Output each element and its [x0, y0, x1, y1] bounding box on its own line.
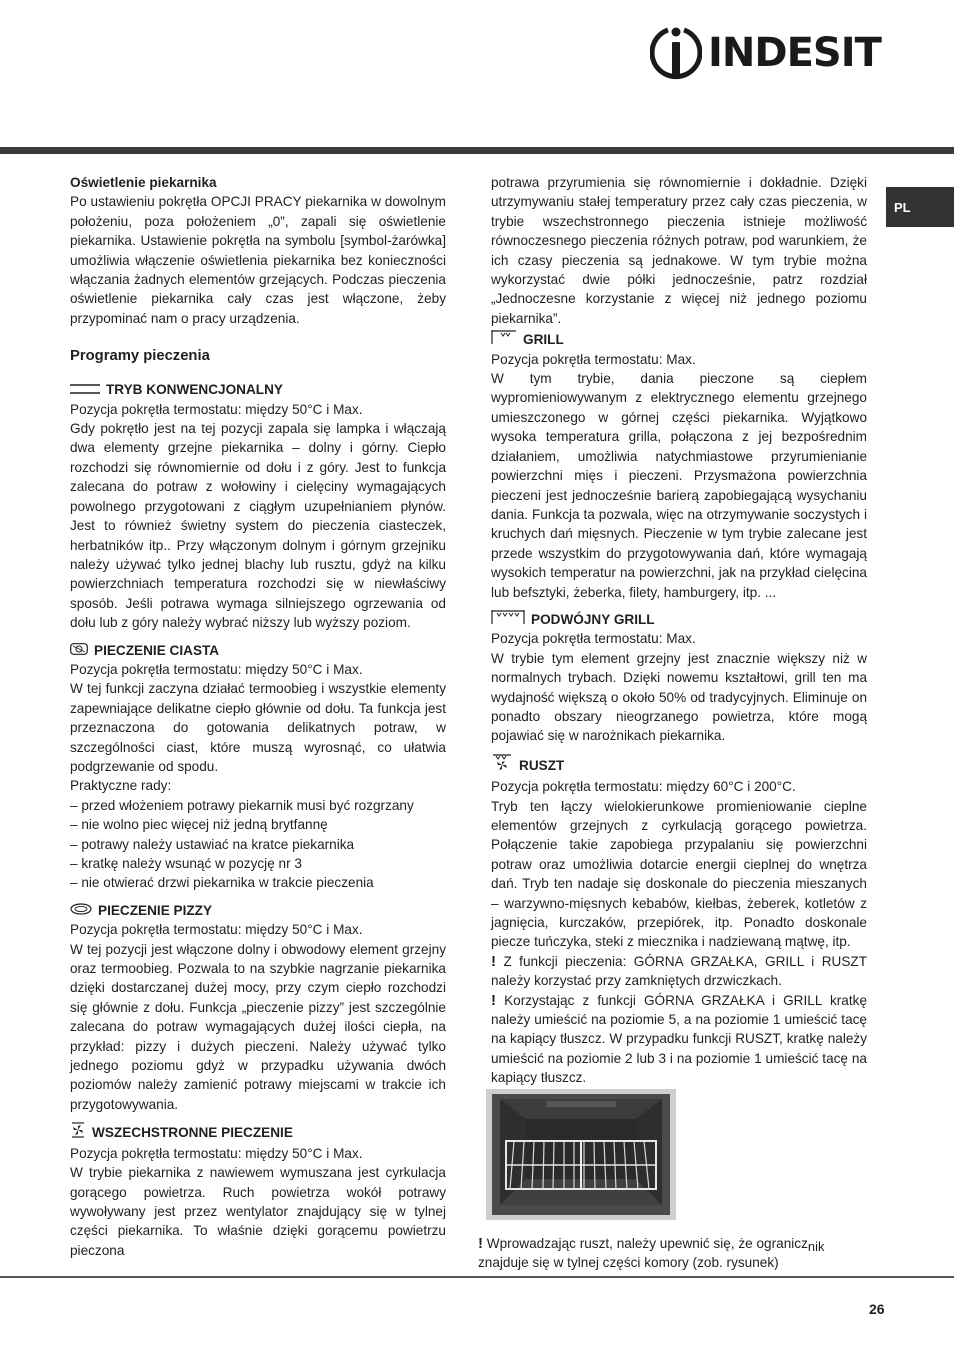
grill-mode-position: Pozycja pokrętła termostatu: Max.: [491, 351, 696, 367]
warning-mark: !: [491, 952, 496, 970]
grill-mode-title: GRILL: [523, 332, 564, 348]
grill-icon: [491, 330, 517, 349]
multifunction-mode-heading: [70, 1122, 446, 1143]
double-grill-icon: [491, 610, 525, 629]
cake-mode-position: Pozycja pokrętła termostatu: między 50°C i Max.: [70, 661, 363, 677]
warning-mark: !: [491, 991, 496, 1009]
oven-rack-image: [486, 1089, 676, 1220]
warning-mark: !: [478, 1235, 483, 1252]
warning-closed-door: ! Z funkcji pieczenia: GÓRNA GRZAŁKA, GRILL i RUSZT należy korzystać przy zamkniętych drzwiczkach.: [491, 952, 867, 989]
lighting-title: Oświetlenie piekarnika: [70, 175, 217, 190]
cake-mode-icon: [70, 641, 88, 660]
lighting-text: Po ustawieniu pokrętła OPCJI PRACY piekarnika w dowolnym położeniu, poza położeniem „0”, zapali się oświetlenie piekarnika. Ustawienie pokrętła na symbolu [symbol-żarówka] umożliwia włączenie oświetlenia piekarnika bez konieczności włączania żadnych elementów grzejących. Podczas pieczenia oświetlenie piekarnika cały czas jest włączone, żeby przypominać nam o pracy urządzenia.: [70, 194, 446, 326]
multifunction-mode-text: W trybie piekarnika z nawiewem wymuszana jest cyrkulacja gorącego powietrza. Ruch powietrza wokół potrawy wywoływany jest przez wentylator znajdujący się w tylnej części piekarnika. To właśnie dzięki gorącemu powietrzu pieczona: [70, 1165, 446, 1258]
tip-item: – przed włożeniem potrawy piekarnik musi być rozgrzany: [70, 797, 414, 813]
indesit-logo: [650, 24, 881, 82]
pizza-mode-title: PIECZENIE PIZZY: [98, 902, 213, 918]
multifunction-mode-title: WSZECHSTRONNE PIECZENIE: [92, 1125, 293, 1141]
brand-name: INDESIT: [708, 30, 881, 76]
tip-item: – potrawy należy ustawiać na kratce piekarnika: [70, 836, 355, 852]
warning-rack-position: ! Korzystając z funkcji GÓRNA GRZAŁKA i GRILL kratkę należy umieścić na poziomie 5, a na poziomie 1 umieścić tacę na kapiący tłuszcz. W przypadku funkcji RUSZT, kratkę należy umieścić na poziomie 2 lub 3 i na poziomie 1 umieścić tacę na kapiący tłuszcz.: [491, 991, 867, 1086]
conventional-mode-icon: [70, 380, 100, 399]
practical-tips: [70, 776, 446, 892]
ruszt-mode-text: Tryb ten łączy wielokierunkowe promieniowanie cieplne elementów grzejnych z cyrkulacją gorącego powietrza. Połączenie takie zapobiega przypalaniu się powierzchni potraw oraz umożliwia dotarcie energii cieplnej do wnętrza dań. Tryb ten nadaje się doskonale do pieczenia mieszanych – warzywno-mięsnych kebabów, kiełbas, żeberek, kotletów z jagnięcia, kurczaków, przepiórek, itp. Ponadto doskonale piecze tuńczyka, steki z miecznika i nadziewaną mątwę, itp.: [491, 798, 867, 950]
pizza-mode-position: Pozycja pokrętła termostatu: między 50°C i Max.: [70, 922, 363, 938]
page-number: 26: [869, 1301, 885, 1317]
cake-mode-title: PIECZENIE CIASTA: [94, 642, 220, 658]
conventional-mode-position: Pozycja pokrętła termostatu: między 50°C i Max.: [70, 401, 363, 417]
cake-mode-heading: [70, 641, 446, 660]
indesit-logo-icon: [650, 24, 702, 82]
fan-grill-icon: [491, 754, 513, 777]
ruszt-mode-position: Pozycja pokrętła termostatu: między 60°C i 200°C.: [491, 779, 796, 795]
cake-mode-text: W tej funkcji zaczyna działać termoobieg i wszystkie elementy zapewniające delikatne ciepło głównie od dołu. Ta funkcja jest przeznaczona do gotowania delikatnych potraw, w szczególności ciast, które muszą wyrosnąć, co ułatwia podgrzewanie od spodu.: [70, 681, 446, 774]
conventional-mode-heading: [70, 380, 446, 399]
pizza-mode-heading: [70, 901, 446, 920]
double-grill-mode-position: Pozycja pokrętła termostatu: Max.: [491, 631, 696, 647]
multifunction-mode-position: Pozycja pokrętła termostatu: między 50°C i Max.: [70, 1145, 363, 1161]
right-column: [491, 173, 867, 1088]
programs-title: Programy pieczenia: [70, 348, 210, 365]
language-label: PL: [894, 199, 911, 215]
rack-insertion-note: ! Wprowadzając ruszt, należy upewnić się, że ogranicznik znajduje się w tylnej części komory (zob. rysunek): [478, 1235, 825, 1271]
ruszt-mode-title: RUSZT: [519, 757, 565, 773]
tip-item: – kratkę należy wsunąć w pozycję nr 3: [70, 856, 302, 871]
grill-mode-text: W tym trybie, dania pieczone są ciepłem wypromieniowywanym z elektrycznego elementu grzejnego umieszczonego w górnej części piekarnika. Wyjątkowo wysoka temperatura grilla, połączona z jej bezpośrednim działaniem, umożliwia natychmiastowe przyrumienianie powierzchni mięs i pieczeni. Przysmażona powierzchnia pieczeni jest jednocześnie barierą zapobiegającą wysychaniu dania. Funkcja ta pozwala, więc na otrzymywanie soczystych i kruchych dań mięsnych. Pieczenie w tym trybie zalecane jest przede wszystkim do przygotowywania dań, które wymagają wysokich temperatur na powierzchni, jak na przykład cielęcina lub befsztyki, żeberka, filety, hamburgery, itp. ...: [491, 371, 867, 600]
left-column: [70, 173, 446, 1260]
pizza-mode-text: W tej pozycji jest włączone dolny i obwodowy element grzejny oraz termoobieg. Pozwala to na szybkie nagrzanie piekarnika dzięki dostarczanej dużej mocy, przy czym ciepło rozchodzi się głównie z dołu. Funkcja „pieczenie pizzy” jest szczególnie zalecana do potraw wymagających dużej ilości ciepła, na przykład: pizzy i dużych pieczeni. Należy używać tylko jednego poziomu gdyż w przypadku używania dwóch poziomów należy zamienić potrawy miejscami w trakcie ich przygotowywania.: [70, 941, 446, 1112]
conventional-mode-text: Gdy pokrętło jest na tej pozycji zapala się lampka i włączają dwa elementy grzejne piekarnika – dolny i górny. Ciepło rozchodzi się równomiernie od dołu i z góry. Jest to funkcja zalecana do potraw z wołowiny i cielęciny wymagających powolnego przygotowani z ciągłym uzupełnianiem płynów. Jest to również świetny system do pieczenia ciasteczek, herbatników itp.. Przy włączonym dolnym i górnym grzejniku należy używać tylko jednej blachy lub rusztu, gdyż na kilku powierzchniach temperatura rozchodzi się w niewłaściwy sposób. Jeśli potrawa wymaga silniejszego ogrzewania od dołu lub z góry należy wybrać niższy lub wyższy poziom.: [70, 421, 446, 631]
footer-rule: [0, 1276, 954, 1278]
header-rule: [0, 147, 954, 154]
multifunction-mode-text-continued: potrawa przyrumienia się równomiernie i dokładnie. Dzięki utrzymywaniu stałej temperatury przez cały czas pieczenia, w trybie wszechstronnego pieczenia istnieje możliwość równoczesnego pieczenia różnych potraw, pod warunkiem, że ich czasy pieczenia są jednakowe. W tym trybie można wykorzystać dwie półki jednocześnie, patrz rozdział „Jednoczesne korzystanie z więcej niż jednego poziomu piekarnika”.: [491, 175, 867, 326]
fan-icon: [70, 1122, 86, 1143]
tips-title: Praktyczne rady:: [70, 778, 172, 794]
double-grill-mode-text: W trybie tym element grzejny jest znacznie większy niż w normalnych trybach. Dzięki nowemu kształtowi, grill ten ma wydajność większą o około 50% od tradycyjnych. Eliminuje on ponadto obszary nieogrzanego powietrza, które mogą pojawiać się w narożnikach piekarnika.: [491, 650, 867, 744]
tip-item: – nie wolno piec więcej niż jedną brytfannę: [70, 817, 328, 833]
tip-item: – nie otwierać drzwi piekarnika w trakcie pieczenia: [70, 875, 374, 891]
ruszt-mode-heading: [491, 754, 867, 777]
double-grill-mode-heading: [491, 610, 867, 629]
language-tab: [886, 187, 954, 227]
double-grill-mode-title: PODWÓJNY GRILL: [531, 611, 655, 627]
grill-mode-heading: [491, 330, 867, 349]
conventional-mode-title: TRYB KONWENCJONALNY: [106, 382, 283, 398]
pizza-mode-icon: [70, 901, 92, 920]
